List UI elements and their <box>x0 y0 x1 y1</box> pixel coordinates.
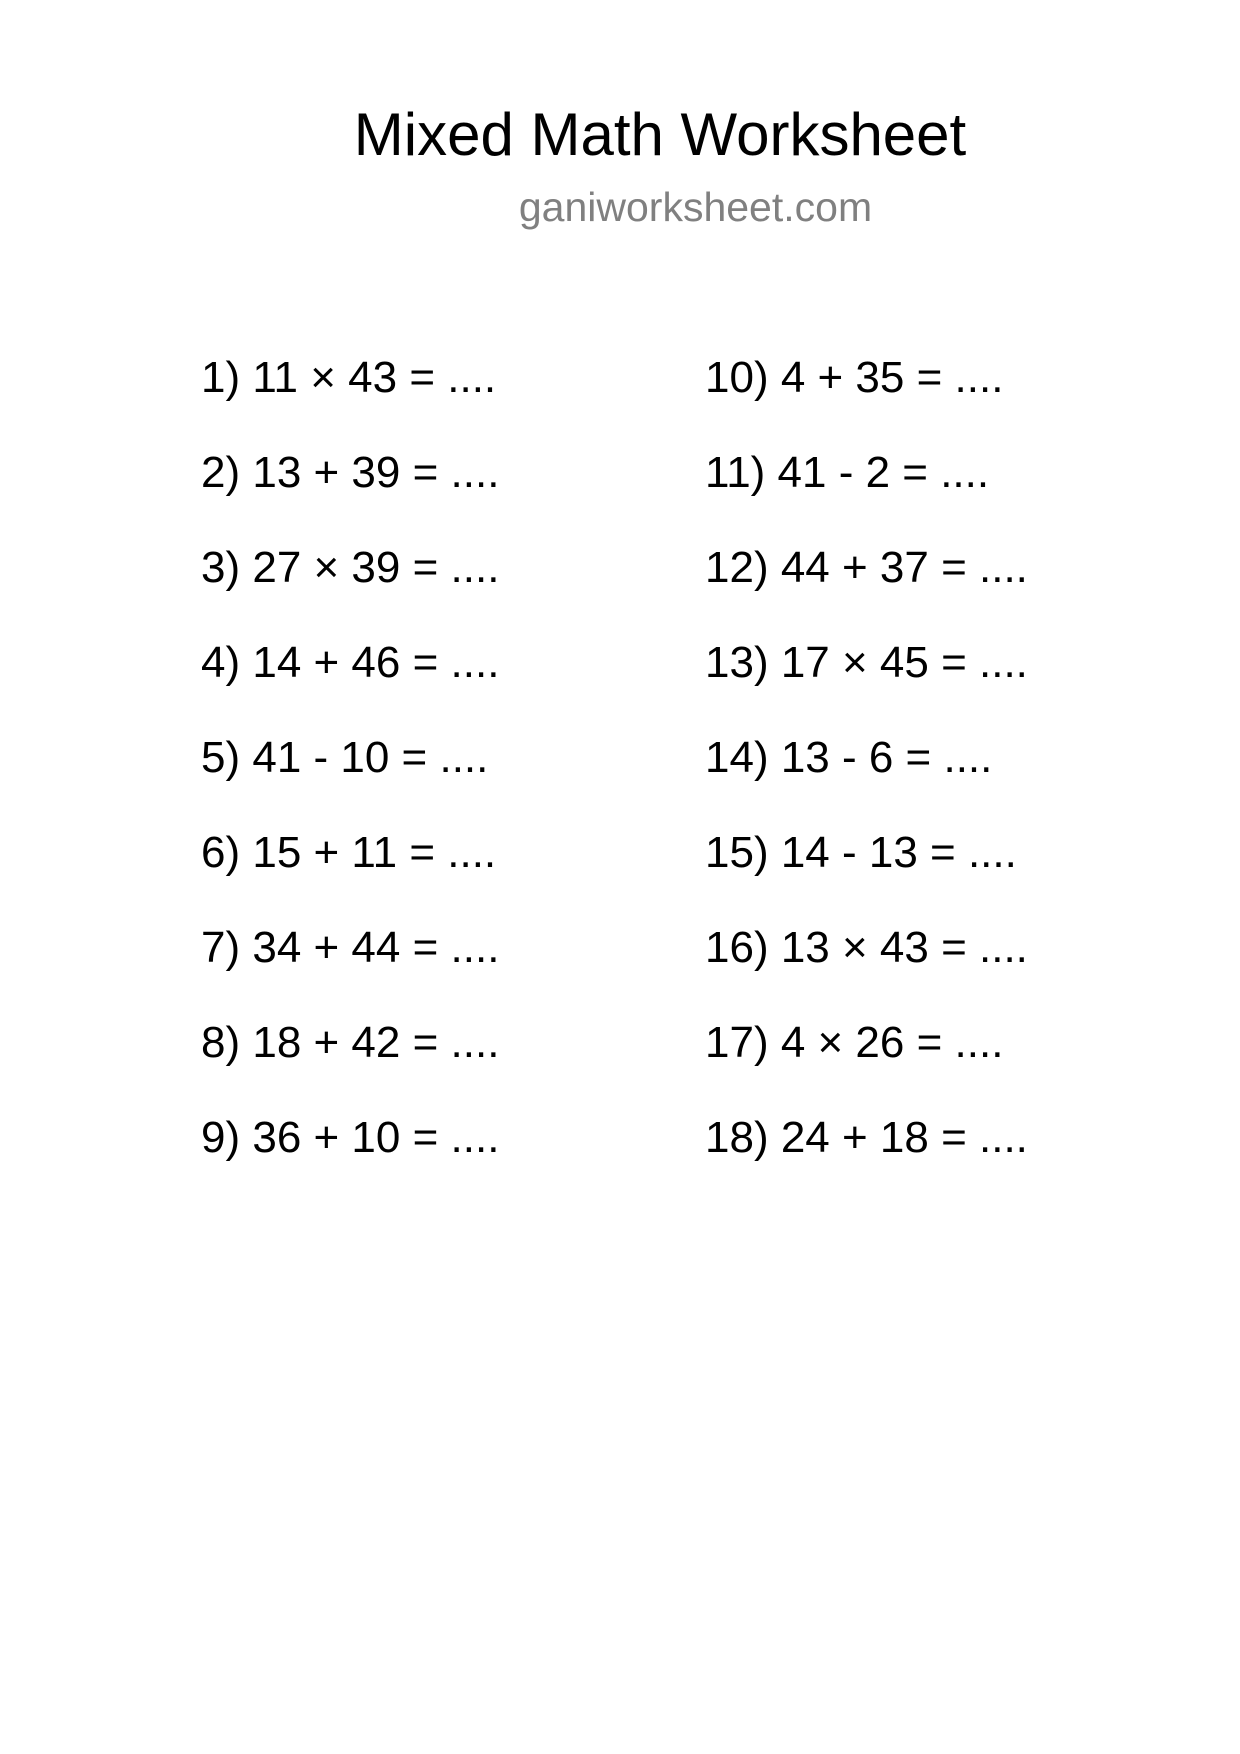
site-url: ganiworksheet.com <box>518 184 873 230</box>
problem-column-left <box>201 348 499 1203</box>
problem-item: 7) 34 + 44 = .... <box>201 923 500 972</box>
problem-item: 13) 17 × 45 = .... <box>705 638 1028 687</box>
page-title: Mixed Math Worksheet <box>353 101 967 168</box>
problem-column-right <box>705 348 1028 1203</box>
problem-item: 3) 27 × 39 = .... <box>201 543 500 592</box>
problem-item: 5) 41 - 10 = .... <box>201 733 489 782</box>
problem-item: 4) 14 + 46 = .... <box>201 638 500 687</box>
problem-item: 2) 13 + 39 = .... <box>201 448 500 497</box>
problem-item: 18) 24 + 18 = .... <box>705 1113 1028 1162</box>
problem-item: 17) 4 × 26 = .... <box>705 1018 1004 1067</box>
problem-item: 10) 4 + 35 = .... <box>705 353 1004 402</box>
problem-item: 15) 14 - 13 = .... <box>705 828 1017 877</box>
problem-item: 6) 15 + 11 = .... <box>201 828 497 877</box>
problem-item: 12) 44 + 37 = .... <box>705 543 1028 592</box>
problem-item: 1) 11 × 43 = .... <box>201 353 497 402</box>
problem-item: 9) 36 + 10 = .... <box>201 1113 500 1162</box>
problem-item: 11) 41 - 2 = .... <box>705 448 990 497</box>
problem-item: 14) 13 - 6 = .... <box>705 733 993 782</box>
problem-item: 8) 18 + 42 = .... <box>201 1018 500 1067</box>
problem-item: 16) 13 × 43 = .... <box>705 923 1028 972</box>
